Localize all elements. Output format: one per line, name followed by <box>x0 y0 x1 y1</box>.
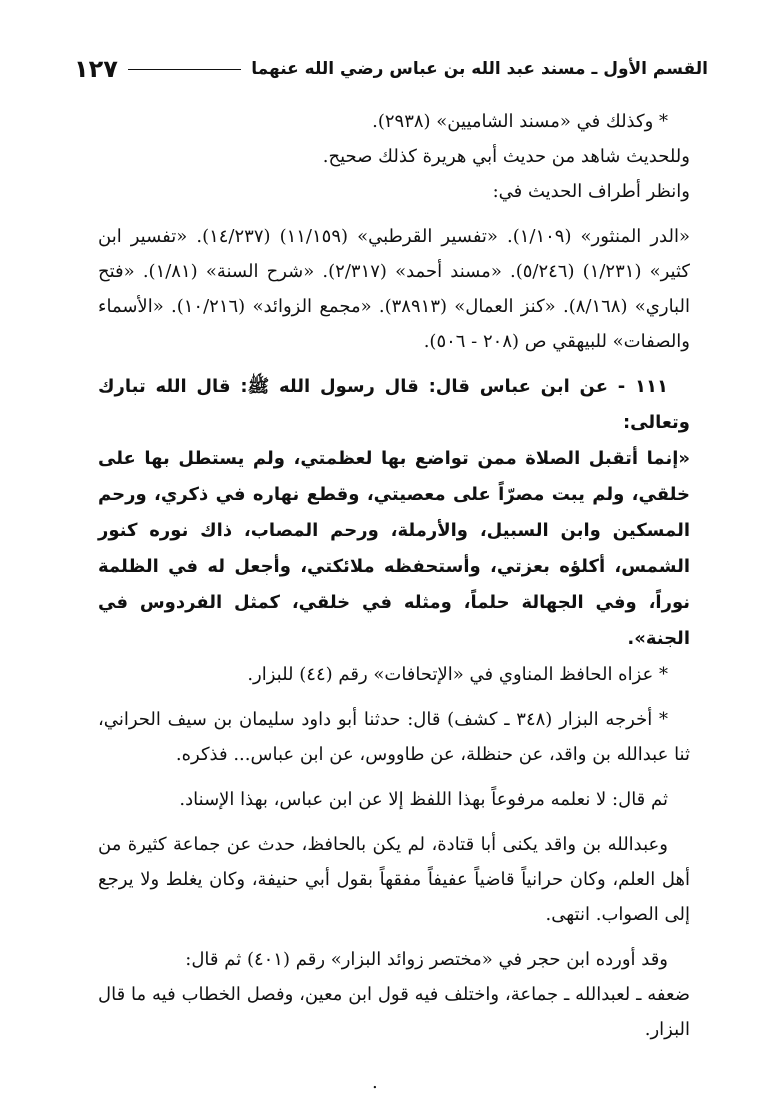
header-title: القسم الأول ـ مسند عبد الله بن عباس رضي الله عنهما <box>251 59 708 79</box>
hadith-heading: ١١١ - عن ابن عباس قال: قال رسول الله ﷺ: قال الله تبارك وتعالى: <box>98 376 690 433</box>
running-header <box>74 52 708 86</box>
paragraph-bazzar-comment: ثم قال: لا نعلمه مرفوعاً بهذا اللفظ إلا عن ابن عباس، بهذا الإسناد. <box>179 789 668 810</box>
paragraph-daf: ضعفه ـ لعبدالله ـ جماعة، واختلف فيه قول ابن معين، وفصل الخطاب فيه ما قال البزار. <box>98 984 690 1040</box>
paragraph-shamiyyin: * وكذلك في «مسند الشاميين» (٢٩٣٨). <box>372 111 668 132</box>
page-body <box>98 104 690 1047</box>
page-number: ١٢٧ <box>74 55 118 83</box>
paragraph-bazzar: * أخرجه البزار (٣٤٨ ـ كشف) قال: حدثنا أبو داود سليمان بن سيف الحراني، ثنا عبدالله بن واقد، عن حنظلة، عن طاووس، عن ابن عباس... فذكره. <box>98 709 690 765</box>
paragraph-references: «الدر المنثور» (١/١٠٩). «تفسير القرطبي» (١١/١٥٩) (١٤/٢٣٧). «تفسير ابن كثير» (١/٢٣١) (٥/٢٤٦). «مسند أحمد» (٢/٣١٧). «شرح السنة» (١/٨١). «فتح الباري» (٨/١٦٨). «كنز العمال» (٣٨٩١٣). «مجمع الزوائد» (١٠/٢١٦). «الأسماء والصفات» للبيهقي ص (٢٠٨ - ٥٠٦). <box>98 226 690 352</box>
paragraph-ibn-hajar: وقد أورده ابن حجر في «مختصر زوائد البزار» رقم (٤٠١) ثم قال: <box>185 949 668 970</box>
paragraph-shahid: وللحديث شاهد من حديث أبي هريرة كذلك صحيح. <box>322 146 690 167</box>
header-rule <box>128 69 241 70</box>
footer-mark: . <box>372 1072 378 1093</box>
paragraph-atraf: وانظر أطراف الحديث في: <box>492 181 690 202</box>
paragraph-ibn-waqid: وعبدالله بن واقد يكنى أبا قتادة، لم يكن بالحافظ، حدث عن جماعة كثيرة من أهل العلم، وكان حرانياً قاضياً عفيفاً مفقهاً بقول أبي حنيفة، وكان يغلط ولا يرجع إلى الصواب. انتهى. <box>98 834 690 925</box>
hadith-text: «إنما أتقبل الصلاة ممن تواضع بها لعظمتي، ولم يستطل بها على خلقي، ولم يبت مصرّاً على معصيتي، وقطع نهاره في ذكري، ورحم المسكين وابن السبيل، والأرملة، ورحم المصاب، ذاك نوره كنور الشمس، أكلؤه بعزتي، وأستحفظه ملائكتي، وأجعل له في الظلمة نوراً، وفي الجهالة حلماً، ومثله في خلقي، كمثل الفردوس في الجنة». <box>98 448 690 649</box>
paragraph-munawi: * عزاه الحافظ المناوي في «الإتحافات» رقم (٤٤) للبزار. <box>247 664 668 685</box>
